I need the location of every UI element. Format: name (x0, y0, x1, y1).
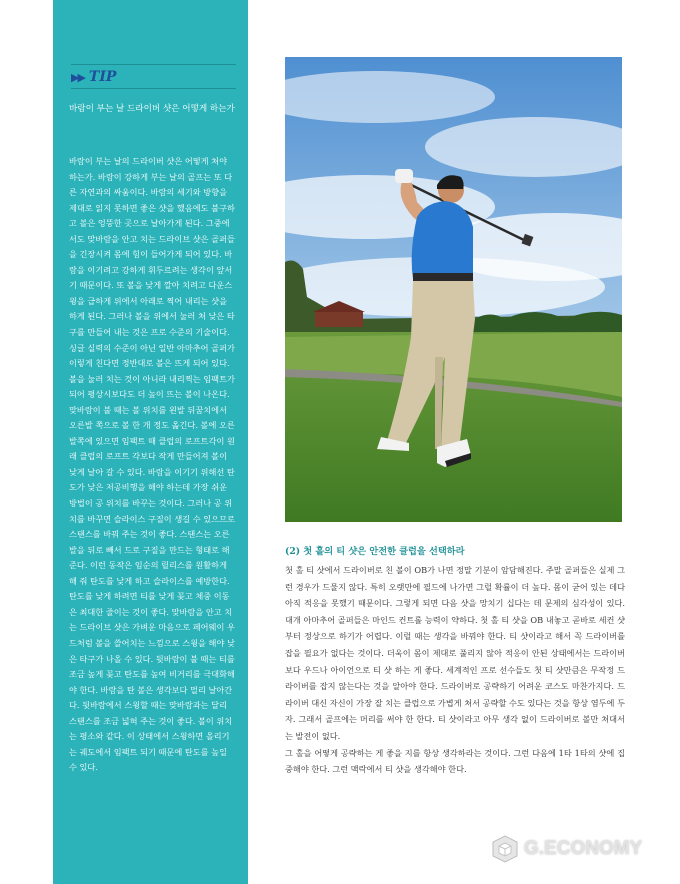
tip-label: TIP (88, 69, 117, 85)
logo-text: G.ECONOMY (524, 838, 643, 859)
cube-logo-icon (490, 834, 520, 864)
tip-divider (71, 88, 236, 89)
article-body (285, 562, 625, 778)
article-paragraph: 첫 홀 티 샷에서 드라이버로 친 볼이 OB가 나면 정말 기분이 암담해진다. 주말 골퍼들은 실제 그런 경우가 드물지 않다. 특히 오랫만에 필드에 나가면 그럴 확률이 더 높다. 몸이 굳어 있는 데다 아직 적응을 못했기 때문이다. 그렇게 되면 다음 샷을 망치기 십다는 데 문제의 심각성이 있다. 대개 아마추어 골퍼들은 마인드 컨트롤 능력이 약하다. 첫 홀 티 샷을 OB 내놓고 곧바로 세컨 샷부터 정상으로 하기가 어렵다. 이럴 때는 생각을 바꿔야 한다. 티 샷이라고 해서 꼭 드라이버를 잡을 필요가 없다는 것이다. 더욱이 몸이 제대로 풀리지 않아 적응이 안된 상태에서는 드라이버보다 우드나 아이언으로 티 샷 하는 게 좋다. 세계적인 프로 선수들도 첫 티 샷만큼은 무작정 드라이버를 잡지 않는다는 것을 알아야 한다. 드라이버로 공략하기 어려운 코스도 마찬가지다. 드라이버 대신 자신이 가장 잘 치는 클럽으로 가볍게 쳐서 공략할 수도 있다는 것을 항상 염두에 두자. 그래서 골프에는 머리를 써야 한 한다. 티 샷이라고 아무 생각 없이 드라이버로 볼만 쳐대서는 발전이 없다. (285, 565, 625, 741)
tip-header (71, 64, 236, 85)
article-heading: (2) 첫 홀의 티 샷은 안전한 클럽을 선택하라 (285, 546, 465, 557)
g-economy-logo (490, 833, 642, 865)
golfer-photo (285, 57, 622, 522)
tip-body: 바람이 부는 날의 드라이버 샷은 어떻게 쳐야 하는가. 바람이 강하게 부는 날의 골프는 또 다른 자연과의 싸움이다. 바람의 세기와 방향을 제대로 읽지 못하면 좋은 샷을 했음에도 불구하고 볼은 엉뚱한 곳으로 날아가게 된다. 그중에서도 맞바람을 안고 치는 드라이브 샷은 골퍼들을 긴장시켜 몸에 힘이 들어가게 되어 있다. 바람을 이기려고 강하게 휘두르려는 생각이 앞서기 때문이다. 또 볼을 낮게 깔아 치려고 다운스윙을 급하게 위에서 아래로 찍어 내리는 샷을 하게 된다. 그러나 볼을 위에서 눌러 쳐 낮은 타구를 만들어 내는 것은 프로 수준의 기술이다. 싱글 실력의 수준이 아닌 일반 아마추어 골퍼가 이렇게 친다면 정반대로 볼은 뜨게 되어 있다. 볼을 눌러 치는 것이 아니라 내리찍는 임팩트가 되어 평상시보다도 더 높이 뜨는 볼이 나온다. 맞바람이 불 때는 볼 위치를 왼발 뒤꿈치에서 오른발 쪽으로 볼 한 개 정도 옮긴다. 볼에 오른발쪽에 있으면 임팩트 때 클럽의 로프트각이 원래 클럽의 로프트 각보다 작게 만들어져 볼이 낮게 날아 갈 수 있다. 바람을 이기기 위해선 탄도가 낮은 저공비행을 해야 하는데 가장 쉬운 방법이 공 위치를 바꾸는 것이다. 그러나 공 위치를 바꾸면 슬라이스 구질이 생길 수 있으므로 스탠스를 바꿔 주는 것이 좋다. 스탠스는 오른발을 뒤로 빼서 드로 구질을 만드는 형태로 해 준다. 이런 동작은 임순의 릴리스를 원활하게 해 줘 탄도를 낮게 하고 슬라이스를 예방한다. 탄도를 낮게 하려면 티를 낮게 꽂고 체중 이동은 최대한 줄이는 것이 좋다. 맞바람을 안고 치는 드라이브 샷은 가벼운 마음으로 페어웨이 우드처럼 볼을 쓸어치는 느낌으로 스윙을 해야 낮은 타구가 나올 수 있다. 뒷바람이 불 때는 티를 조금 높게 꽂고 탄도를 높여 비거리를 극대화해야 한다. 바람을 탄 볼은 생각보다 멀리 날아간다. 뒷바람에서 스윙할 때는 맞바람과는 달리 스탠스를 조금 넓혀 주는 것이 좋다. 볼이 위치는 평소와 같다. 이 상태에서 스윙하면 올리기는 궤도에서 임팩트 되기 때문에 탄도를 높일 수 있다. (69, 156, 235, 773)
double-arrow-icon: ▶▶ (71, 70, 84, 84)
tip-sidebar (53, 0, 248, 884)
article-paragraph: 그 홀을 어떻게 공략하는 게 좋을 지를 항상 생각하라는 것이다. 그런 다음에 1타 1타의 샷에 집중해야 한다. 그런 맥락에서 티 샷을 생각해야 한다. (285, 747, 625, 775)
tip-title: 바람이 부는 날 드라이버 샷은 어떻게 하는가 (69, 104, 235, 114)
article (285, 544, 625, 778)
